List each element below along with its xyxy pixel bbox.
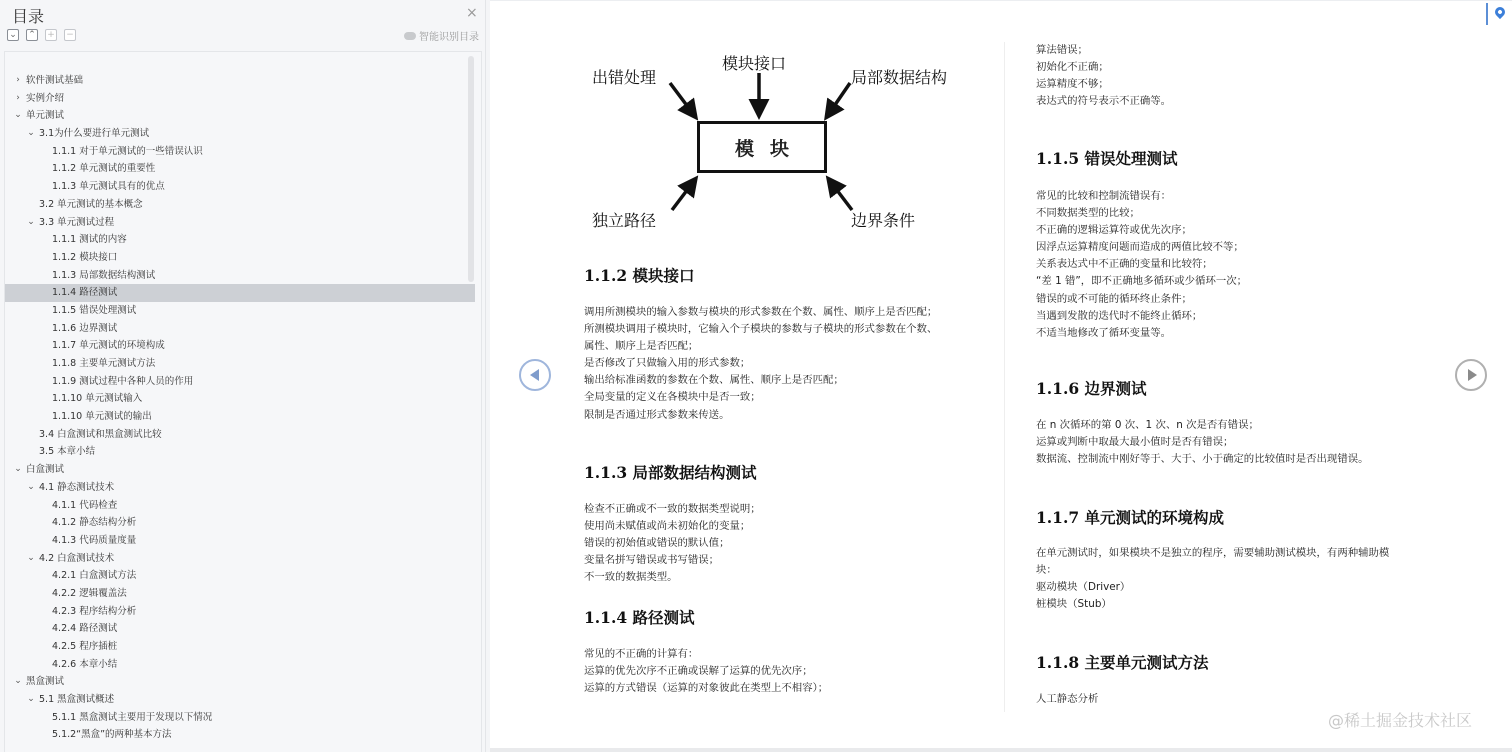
- toc-item-label: 3.4 白盒测试和黑盒测试比较: [39, 428, 162, 440]
- text-line: 块：: [1036, 564, 1057, 577]
- toc-item-label: 1.1.2 模块接口: [52, 251, 118, 263]
- toc-item-label: 3.1为什么要进行单元测试: [39, 128, 150, 140]
- toc-item[interactable]: [5, 461, 475, 479]
- toc-item-label: 4.1.2 静态结构分析: [52, 517, 137, 529]
- toc-item[interactable]: [5, 585, 475, 603]
- toc-item-label: 4.2.4 路径测试: [52, 623, 118, 635]
- chevron-down-icon[interactable]: ⌄: [27, 694, 35, 705]
- text-line: 算法错误；: [1036, 44, 1088, 56]
- toc-list-container: [4, 51, 482, 752]
- text-line: 桩模块（Stub）: [1036, 598, 1112, 611]
- toc-item-label: 4.1 静态测试技术: [39, 481, 115, 493]
- toc-item-label: 3.2 单元测试的基本概念: [39, 198, 143, 210]
- section-body: [584, 304, 937, 424]
- text-line: 变量名拼写错误或书写错误；: [584, 554, 720, 567]
- text-line: 不一致的数据类型。: [584, 571, 678, 584]
- smart-toc-label: 智能识别目录: [419, 32, 479, 43]
- text-line: 在单元测试时，如果模块不是独立的程序，需要辅助测试模块，有两种辅助模: [1036, 547, 1390, 559]
- chevron-down-icon[interactable]: ⌄: [14, 110, 22, 121]
- diagram-label-top-left: 出错处理: [592, 68, 657, 87]
- toc-item[interactable]: [5, 72, 475, 90]
- toc-item[interactable]: [5, 443, 475, 461]
- chevron-down-icon[interactable]: ⌄: [27, 216, 35, 227]
- section-body: [584, 501, 761, 586]
- text-line: 调用所测模块的输入参数与模块的形式参数在个数、属性、顺序上是否匹配；: [584, 306, 938, 318]
- text-line: 错误的初始值或错误的默认值；: [584, 537, 730, 550]
- section-heading: 1.1.7 单元测试的环境构成: [1036, 508, 1225, 527]
- toc-item-label: 1.1.5 错误处理测试: [52, 304, 137, 316]
- text-line: 不适当地修改了循环变量等。: [1036, 326, 1172, 339]
- toc-item[interactable]: [5, 231, 475, 249]
- toc-item-label: 3.5 本章小结: [39, 446, 96, 458]
- diagram-label-top: 模块接口: [722, 54, 787, 73]
- toc-item-label: 白盒测试: [26, 464, 65, 476]
- remove-entry-button[interactable]: −: [64, 29, 76, 41]
- text-line: 运算精度不够；: [1036, 78, 1109, 91]
- chevron-down-icon[interactable]: ⌄: [14, 676, 22, 687]
- toc-item-label: 4.2.5 程序插桩: [52, 641, 118, 652]
- toc-item[interactable]: [5, 320, 475, 338]
- toc-item-label: 4.2 白盒测试技术: [39, 552, 115, 564]
- chevron-down-icon[interactable]: ⌄: [27, 481, 35, 492]
- toc-item-label: 1.1.10 单元测试的输出: [52, 411, 152, 423]
- toc-panel: [0, 0, 486, 752]
- diagram-label-bottom-right: 边界条件: [851, 211, 916, 230]
- text-line: 常见的比较和控制流错误有：: [1036, 190, 1172, 202]
- toc-item[interactable]: [5, 709, 475, 727]
- text-line: 属性、顺序上是否匹配；: [584, 340, 699, 353]
- toc-item-label: 1.1.8 主要单元测试方法: [52, 358, 156, 369]
- toc-item[interactable]: [5, 638, 475, 656]
- close-icon[interactable]: ×: [466, 5, 478, 21]
- next-page-button[interactable]: [1455, 359, 1487, 391]
- toc-item[interactable]: [5, 196, 475, 214]
- toc-item-label: 4.2.2 逻辑覆盖法: [52, 587, 127, 599]
- chevron-right-icon[interactable]: ›: [16, 75, 20, 85]
- text-line: 初始化不正确；: [1036, 61, 1109, 74]
- toc-item-label: 1.1.3 单元测试具有的优点: [52, 181, 165, 193]
- toc-item[interactable]: [5, 408, 475, 426]
- text-line: 不正确的逻辑运算符或优先次序；: [1036, 224, 1192, 237]
- toc-item[interactable]: [5, 178, 475, 196]
- toc-item-label: 4.2.1 白盒测试方法: [52, 570, 137, 582]
- text-line: 输出给标准函数的参数在个数、属性、顺序上是否匹配；: [584, 374, 844, 387]
- toc-item-label: 3.3 单元测试过程: [39, 216, 115, 228]
- diagram-label-top-right: 局部数据结构: [851, 68, 948, 87]
- toc-item[interactable]: [5, 284, 475, 302]
- toc-scrollbar[interactable]: [468, 56, 474, 282]
- chevron-down-icon[interactable]: ⌄: [27, 552, 35, 563]
- section-body: [1036, 417, 1369, 468]
- toc-item-label: 5.1.2“黑盒”的两种基本方法: [52, 729, 172, 741]
- toc-item[interactable]: [5, 373, 475, 391]
- add-entry-button[interactable]: +: [45, 29, 57, 41]
- text-line: 常见的不正确的计算有：: [584, 648, 699, 660]
- toc-item[interactable]: [5, 673, 475, 691]
- text-line: “差 1 错”，即不正确地多循环或少循环一次；: [1036, 275, 1248, 288]
- watermark: @稀土掘金技术社区: [1328, 711, 1473, 730]
- toc-item[interactable]: [5, 90, 475, 108]
- text-line: 表达式的符号表示不正确等。: [1036, 95, 1172, 108]
- text-line: 检查不正确或不一致的数据类型说明；: [584, 503, 761, 515]
- section-heading: 1.1.6 边界测试: [1036, 379, 1147, 398]
- text-line: 因浮点运算精度问题而造成的两值比较不等；: [1036, 241, 1244, 254]
- text-line: 使用尚未赋值或尚未初始化的变量；: [584, 520, 751, 533]
- toc-item[interactable]: [5, 603, 475, 621]
- document-bottom-edge: [490, 748, 1512, 752]
- toc-item[interactable]: [5, 691, 475, 709]
- expand-all-button[interactable]: ⌄: [7, 29, 19, 41]
- text-line: 运算的优先次序不正确或误解了运算的优先次序；: [584, 665, 813, 678]
- toc-item-label: 1.1.4 路径测试: [52, 287, 118, 299]
- text-line: 所测模块调用子模块时，它输入个子模块的参数与子模块的形式参数在个数、: [584, 323, 938, 336]
- section-body: [584, 646, 828, 697]
- text-line: 人工静态分析: [1036, 693, 1099, 705]
- eye-icon: [404, 32, 416, 40]
- toc-title: 目录: [12, 7, 45, 26]
- toc-item-label: 1.1.3 局部数据结构测试: [52, 269, 156, 281]
- text-line: 运算或判断中取最大最小值时是否有错误；: [1036, 436, 1234, 449]
- section-heading: 1.1.5 错误处理测试: [1036, 149, 1178, 168]
- text-line: 关系表达式中不正确的变量和比较符；: [1036, 258, 1213, 271]
- section-heading: 1.1.2 模块接口: [584, 266, 695, 285]
- toc-item[interactable]: [5, 107, 475, 125]
- previous-page-button[interactable]: [519, 359, 551, 391]
- toc-item[interactable]: [5, 355, 475, 373]
- toc-item-label: 黑盒测试: [26, 676, 65, 688]
- toc-item[interactable]: [5, 550, 475, 568]
- toc-list: [5, 72, 475, 744]
- toc-item[interactable]: [5, 160, 475, 178]
- continued-text: [1036, 42, 1171, 110]
- text-line: 当遇到发散的迭代时不能终止循环；: [1036, 309, 1203, 322]
- section-heading: 1.1.4 路径测试: [584, 608, 695, 627]
- section-heading: 1.1.3 局部数据结构测试: [584, 463, 757, 482]
- collapse-all-button[interactable]: ⌃: [26, 29, 38, 41]
- chevron-right-icon[interactable]: ›: [16, 92, 20, 103]
- chevron-down-icon[interactable]: ⌄: [27, 128, 35, 139]
- text-line: 是否修改了只做输入用的形式参数；: [584, 357, 751, 370]
- toc-item[interactable]: [5, 249, 475, 267]
- text-line: 错误的或不可能的循环终止条件；: [1036, 292, 1192, 305]
- toc-item[interactable]: [5, 125, 475, 143]
- toc-item-label: 1.1.1 测试的内容: [52, 234, 127, 246]
- toc-item-label: 1.1.9 测试过程中各种人员的作用: [52, 375, 194, 387]
- toc-item[interactable]: [5, 426, 475, 444]
- toc-toolbar: [7, 29, 76, 41]
- smart-toc-button[interactable]: [404, 28, 479, 43]
- text-line: 数据流、控制流中刚好等于、大于、小于确定的比较值时是否出现错误。: [1036, 453, 1369, 466]
- chevron-down-icon[interactable]: ⌄: [14, 464, 22, 475]
- text-line: 全局变量的定义在各模块中是否一致；: [584, 391, 761, 404]
- toc-item-label: 4.1.3 代码质量度量: [52, 534, 137, 546]
- text-line: 在 n 次循环的第 0 次、1 次、n 次是否有错误；: [1036, 419, 1259, 431]
- toc-item-label: 4.2.3 程序结构分析: [52, 605, 137, 617]
- toc-item[interactable]: [5, 302, 475, 320]
- column-divider: [1004, 42, 1005, 712]
- toc-item[interactable]: [5, 267, 475, 285]
- toc-item-label: 1.1.6 边界测试: [52, 322, 118, 334]
- section-body: [1036, 545, 1389, 613]
- toc-item-label: 1.1.7 单元测试的环境构成: [52, 340, 165, 352]
- toc-item[interactable]: [5, 479, 475, 497]
- section-heading: 1.1.8 主要单元测试方法: [1036, 653, 1209, 672]
- toc-item[interactable]: [5, 567, 475, 585]
- section-body: [1036, 691, 1098, 708]
- toc-item[interactable]: [5, 620, 475, 638]
- toc-item[interactable]: [5, 337, 475, 355]
- toc-item-label: 1.1.1 对于单元测试的一些错误认识: [52, 145, 203, 157]
- toc-item-label: 4.2.6 本章小结: [52, 658, 118, 670]
- toc-item-label: 5.1 黑盒测试概述: [39, 694, 115, 706]
- toc-item[interactable]: [5, 497, 475, 515]
- text-line: 驱动模块（Driver）: [1036, 581, 1131, 594]
- toc-item-label: 软件测试基础: [26, 75, 84, 86]
- toc-item[interactable]: [5, 214, 475, 232]
- toc-item-label: 1.1.10 单元测试输入: [52, 393, 143, 405]
- toc-item[interactable]: [5, 143, 475, 161]
- toc-item-label: 1.1.2 单元测试的重要性: [52, 163, 156, 175]
- text-line: 不同数据类型的比较；: [1036, 207, 1140, 220]
- toc-item[interactable]: [5, 726, 475, 744]
- diagram-module-box: 模块: [697, 121, 827, 173]
- module-test-diagram: [582, 45, 972, 240]
- location-button[interactable]: [1486, 3, 1512, 25]
- toc-item-label: 4.1.1 代码检查: [52, 499, 118, 511]
- diagram-label-bottom-left: 独立路径: [592, 211, 657, 230]
- toc-item-label: 5.1.1 黑盒测试主要用于发现以下情况: [52, 711, 213, 723]
- toc-item-label: 单元测试: [26, 110, 65, 122]
- toc-item[interactable]: [5, 390, 475, 408]
- toc-item[interactable]: [5, 532, 475, 550]
- section-body: [1036, 188, 1247, 342]
- text-line: 运算的方式错误（运算的对象彼此在类型上不相容）；: [584, 682, 829, 695]
- text-line: 限制是否通过形式参数来传送。: [584, 408, 730, 421]
- location-pin-icon: [1493, 5, 1507, 19]
- toc-item[interactable]: [5, 656, 475, 674]
- toc-item[interactable]: [5, 514, 475, 532]
- toc-item-label: 实例介绍: [26, 92, 65, 104]
